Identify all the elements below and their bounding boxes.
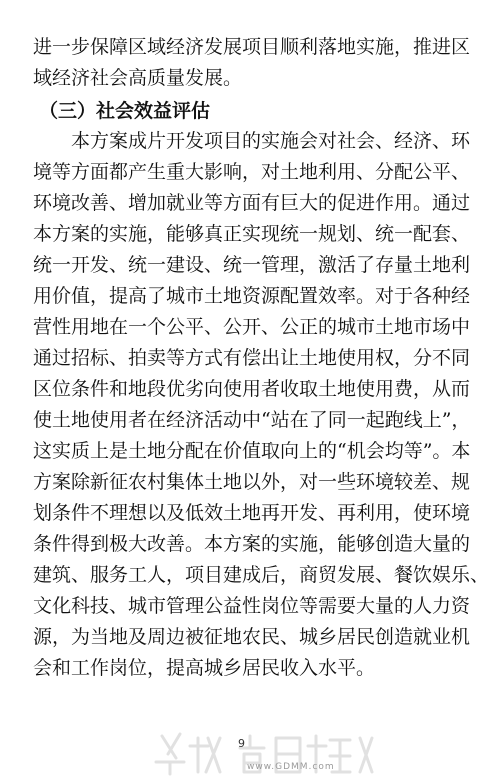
intro-line-2: 域经济社会高质量发展。	[33, 67, 243, 89]
paragraph-line-1: 本方案成片开发项目的实施会对社会、经济、环	[71, 130, 471, 152]
watermark-url: www.GDMM.com	[247, 762, 335, 772]
paragraph-line-5: 统一开发、统一建设、统一管理，激活了存量土地利	[33, 254, 471, 276]
intro-line-1: 进一步保障区域经济发展项目顺利落地实施，推进区	[33, 36, 471, 58]
paragraph-line-16: 文化科技、城市管理公益性岗位等需要大量的人力资	[33, 595, 471, 617]
paragraph-line-3: 环境改善、增加就业等方面有巨大的促进作用。通过	[33, 192, 471, 214]
paragraph-line-7: 营性用地在一个公平、公开、公正的城市土地市场中	[33, 316, 471, 338]
paragraph-line-17: 源，为当地及周边被征地农民、城乡居民创造就业机	[33, 626, 471, 648]
paragraph-line-14: 条件得到极大改善。本方案的实施，能够创造大量的	[33, 533, 471, 555]
paragraph-line-12: 方案除新征农村集体土地以外，对一些环境较差、规	[33, 471, 471, 493]
paragraph-line-6: 用价值，提高了城市土地资源配置效率。对于各种经	[33, 285, 471, 307]
paragraph-line-15: 建筑、服务工人，项目建成后，商贸发展、餐饮娱乐、	[33, 564, 490, 586]
paragraph-line-8: 通过招标、拍卖等方式有偿出让土地使用权，分不同	[33, 347, 471, 369]
paragraph-line-9: 区位条件和地段优劣向使用者收取土地使用费，从而	[33, 378, 471, 400]
paragraph-line-11: 这实质上是土地分配在价值取向上的“机会均等”。本	[33, 440, 471, 462]
section-heading: （三）社会效益评估	[39, 100, 211, 122]
page-number: 9	[238, 737, 245, 750]
paragraph-line-13: 划条件不理想以及低效土地再开发、再利用，使环境	[33, 502, 471, 524]
paragraph-line-10: 使土地使用者在经济活动中“站在了同一起跑线上”，	[33, 409, 471, 431]
paragraph-line-4: 本方案的实施，能够真正实现统一规划、统一配套、	[33, 223, 471, 245]
paragraph-line-2: 境等方面都产生重大影响，对土地利用、分配公平、	[33, 161, 471, 183]
paragraph-line-18: 会和工作岗位，提高城乡居民收入水平。	[33, 657, 376, 679]
